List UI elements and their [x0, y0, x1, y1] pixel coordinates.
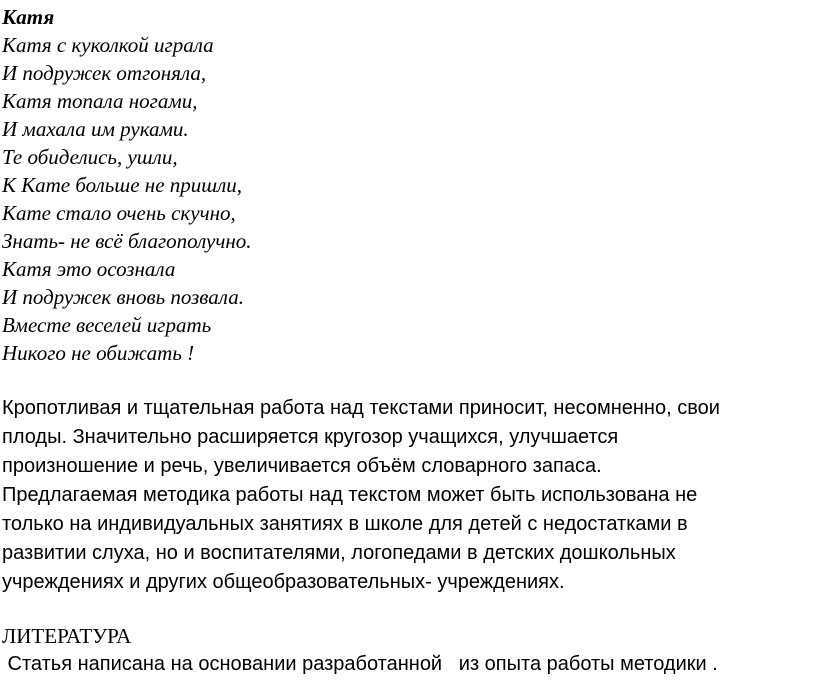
- poem-line: И подружек вновь позвала.: [2, 285, 244, 309]
- body-paragraph: [2, 394, 814, 597]
- paragraph-line: только на индивидуальных занятиях в школе для детей с недостатками в: [2, 513, 688, 535]
- literature-note: Статья написана на основании разработанной из опыта работы методики .: [2, 653, 718, 675]
- paragraph-line: Предлагаемая методика работы над текстом может быть использована не: [2, 484, 698, 506]
- poem-line: Кате стало очень скучно,: [2, 201, 236, 225]
- poem-line: Катя с куколкой играла: [2, 33, 214, 57]
- poem: [2, 3, 252, 367]
- poem-title: Катя: [2, 5, 55, 29]
- poem-line: Катя топала ногами,: [2, 89, 198, 113]
- poem-line: Катя это осознала: [2, 257, 176, 281]
- literature-heading: ЛИТЕРАТУРА: [2, 624, 132, 648]
- poem-line: И подружек отгоняла,: [2, 61, 207, 85]
- paragraph-line: произношение и речь, увеличивается объём словарного запаса.: [2, 455, 602, 477]
- paragraph-line: учреждениях и других общеобразовательных- учреждениях.: [2, 571, 565, 593]
- paragraph-line: Кропотливая и тщательная работа над текстами приносит, несомненно, свои: [2, 397, 720, 419]
- poem-line: Никого не обижать !: [2, 341, 195, 365]
- poem-line: Те обиделись, ушли,: [2, 145, 178, 169]
- paragraph-line: плоды. Значительно расширяется кругозор учащихся, улучшается: [2, 426, 619, 448]
- poem-line: И махала им руками.: [2, 117, 189, 141]
- poem-line: К Кате больше не пришли,: [2, 173, 243, 197]
- paragraph-line: развитии слуха, но и воспитателями, логопедами в детских дошкольных: [2, 542, 676, 564]
- poem-line: Знать- не всё благополучно.: [2, 229, 252, 253]
- poem-line: Вместе веселей играть: [2, 313, 212, 337]
